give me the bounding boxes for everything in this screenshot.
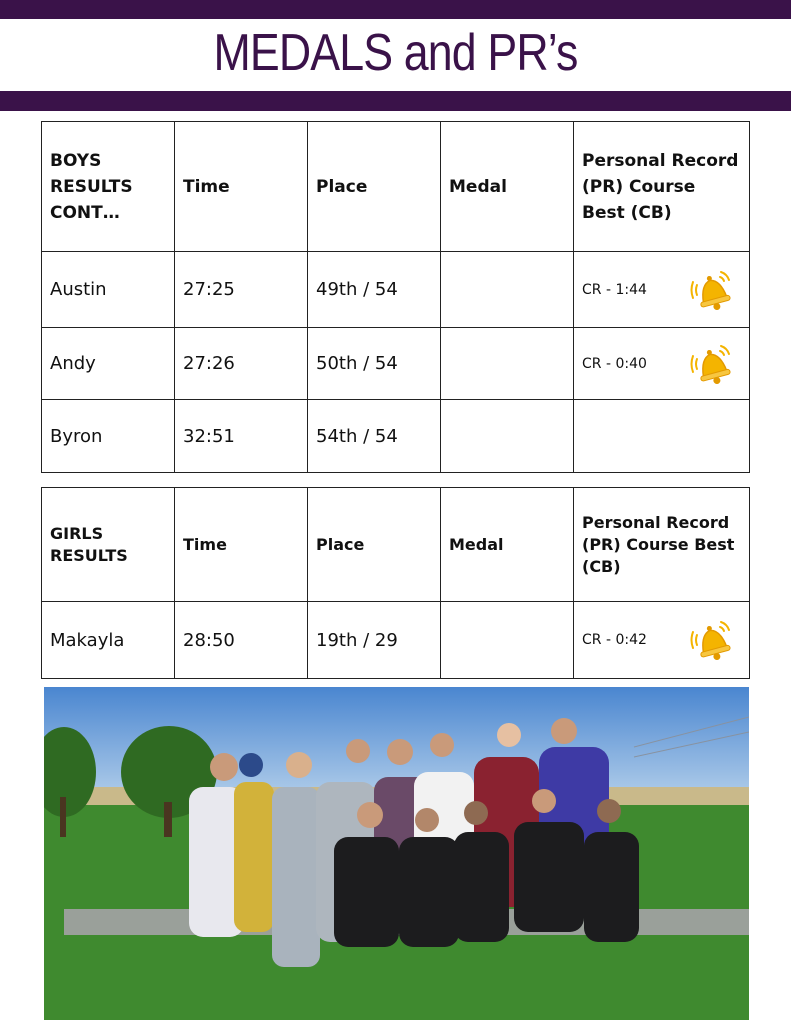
pr-cell xyxy=(574,328,750,400)
race-place: 49th / 54 xyxy=(308,252,441,328)
table-header-row xyxy=(42,488,750,602)
team-photo-illustration xyxy=(44,687,749,1020)
medal-cell xyxy=(441,602,574,679)
pr-cell xyxy=(574,400,750,473)
header-cell: Place xyxy=(308,488,441,602)
medal-cell xyxy=(441,252,574,328)
pr-value: CR - 0:42 xyxy=(582,632,647,648)
bell-icon xyxy=(687,342,735,386)
bell-icon xyxy=(687,268,735,312)
race-place: 54th / 54 xyxy=(308,400,441,473)
team-photo xyxy=(44,687,749,1020)
header-cell: Medal xyxy=(441,488,574,602)
title-underline-bar xyxy=(0,91,791,111)
athlete-name: Makayla xyxy=(42,602,175,679)
header-cell: Time xyxy=(175,122,308,252)
bell-icon xyxy=(687,618,735,662)
boys-results-table xyxy=(41,121,750,473)
top-banner-bar xyxy=(0,0,791,19)
table-row xyxy=(42,602,750,679)
race-time: 27:25 xyxy=(175,252,308,328)
race-time: 32:51 xyxy=(175,400,308,473)
table-row xyxy=(42,252,750,328)
race-place: 19th / 29 xyxy=(308,602,441,679)
pr-cell xyxy=(574,252,750,328)
athlete-name: Byron xyxy=(42,400,175,473)
header-cell: Medal xyxy=(441,122,574,252)
race-time: 27:26 xyxy=(175,328,308,400)
race-time: 28:50 xyxy=(175,602,308,679)
table-row xyxy=(42,328,750,400)
header-cell: GIRLS RESULTS xyxy=(42,488,175,602)
girls-results-table xyxy=(41,487,750,679)
athlete-name: Andy xyxy=(42,328,175,400)
table-header-row xyxy=(42,122,750,252)
header-cell: Time xyxy=(175,488,308,602)
medal-cell xyxy=(441,328,574,400)
pr-value: CR - 1:44 xyxy=(582,281,647,298)
header-cell: Personal Record (PR) Course Best (CB) xyxy=(574,488,750,602)
athlete-name: Austin xyxy=(42,252,175,328)
pr-cell xyxy=(574,602,750,679)
header-cell: Personal Record (PR) Course Best (CB) xyxy=(574,122,750,252)
header-cell: BOYS RESULTS CONT… xyxy=(42,122,175,252)
table-row xyxy=(42,400,750,473)
medal-cell xyxy=(441,400,574,473)
race-place: 50th / 54 xyxy=(308,328,441,400)
page-title: MEDALS and PR’s xyxy=(213,24,578,82)
pr-value: CR - 0:40 xyxy=(582,355,647,372)
header-cell: Place xyxy=(308,122,441,252)
